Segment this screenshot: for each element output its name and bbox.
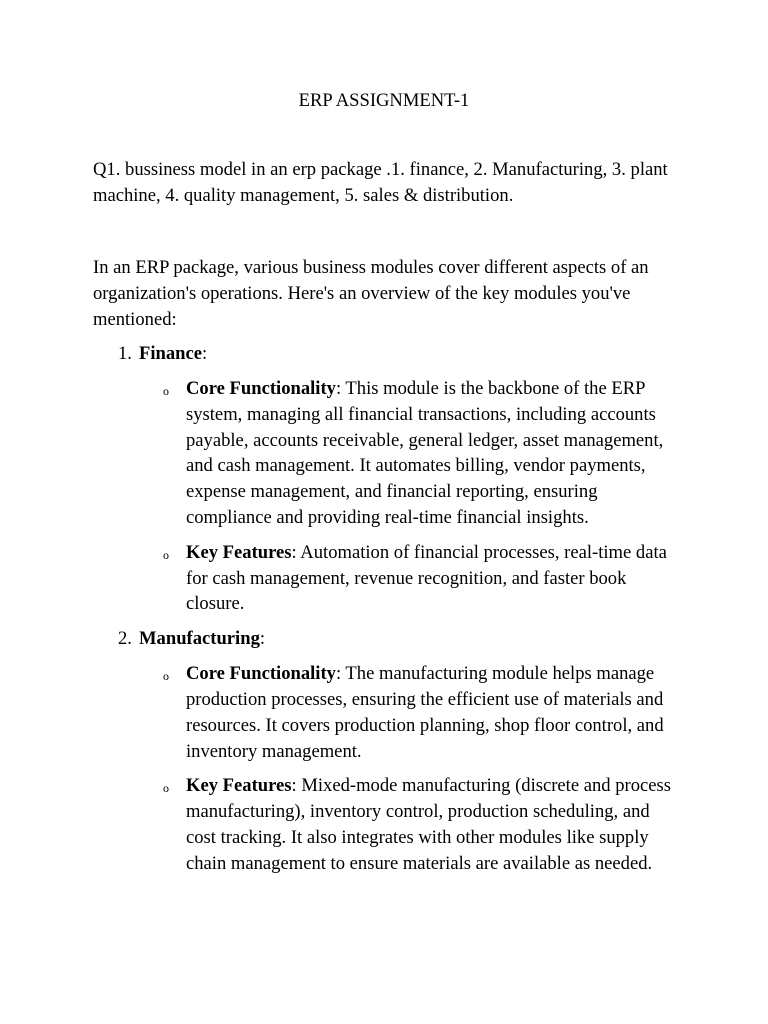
question-text: Q1. bussiness model in an erp package .1. finance, 2. Manufacturing, 3. plant machine, 4. quality management, 5. sales & distribution. xyxy=(93,159,668,206)
module-list xyxy=(93,341,683,886)
bullet-icon: o xyxy=(163,547,169,562)
point-label: Key Features xyxy=(186,775,292,797)
list-item xyxy=(93,661,683,764)
list-item xyxy=(93,376,683,531)
point-text: : This module is the backbone of the ERP system, managing all financial transactions, including accounts payable, accounts receivable, general ledger, asset management, and cash management. It automates billing, vendor payments, expense management, and financial reporting, ensuring compliance and providing real-time financial insights. xyxy=(186,378,664,528)
point-text: : Automation of financial processes, real-time data for cash management, revenue recognition, and faster book closure. xyxy=(186,541,667,615)
module-suffix: : xyxy=(259,628,266,650)
point-label: Key Features xyxy=(186,541,292,563)
module-item-finance xyxy=(93,341,683,617)
module-name: Finance xyxy=(139,343,203,364)
point-label: Core Functionality xyxy=(186,663,336,685)
module-number: 1. xyxy=(118,343,132,364)
module-name: Manufacturing xyxy=(139,628,260,650)
module-suffix: : xyxy=(202,343,208,364)
bullet-icon: o xyxy=(163,384,169,398)
list-item xyxy=(93,540,683,617)
bullet-icon: o xyxy=(163,669,169,684)
bullet-icon: o xyxy=(163,781,169,796)
list-item xyxy=(93,773,683,876)
module-points xyxy=(93,661,683,876)
module-item-manufacturing xyxy=(93,626,683,876)
intro-paragraph: In an ERP package, various business modules cover different aspects of an organization's operations. Here's an overview of the key modules you've mentioned: xyxy=(93,257,649,330)
module-heading xyxy=(93,341,683,367)
point-text: : Mixed-mode manufacturing (discrete and process manufacturing), inventory control, production scheduling, and cost tracking. It also integrates with other modules like supply chain management to ensure materials are available as needed. xyxy=(186,775,672,874)
module-heading xyxy=(93,626,683,652)
module-points xyxy=(93,376,683,617)
point-label: Core Functionality xyxy=(186,378,336,399)
point-text: : The manufacturing module helps manage production processes, ensuring the efficient use of materials and resources. It covers production planning, shop floor control, and inventory management. xyxy=(186,663,664,762)
module-number: 2. xyxy=(118,628,132,650)
document-title: ERP ASSIGNMENT-1 xyxy=(298,90,470,111)
